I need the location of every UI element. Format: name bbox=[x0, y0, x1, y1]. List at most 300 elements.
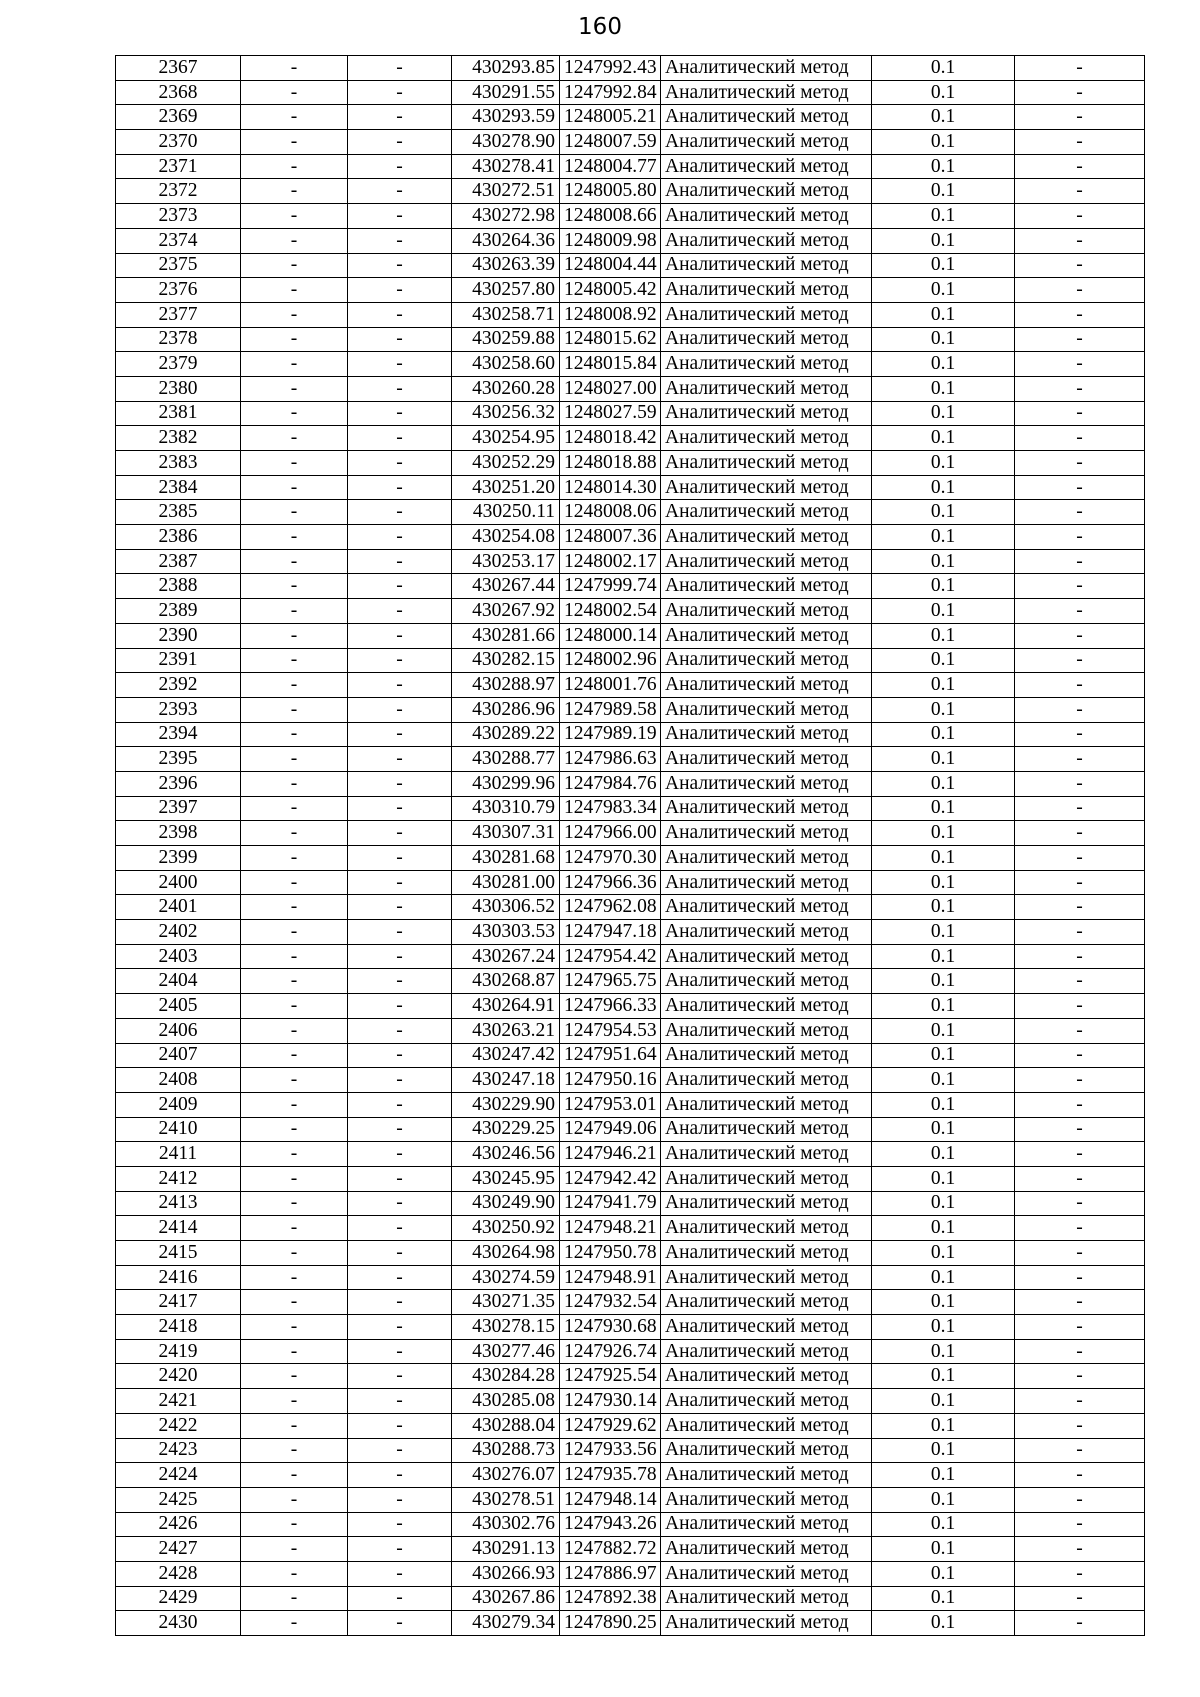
empty-cell-c: - bbox=[1015, 846, 1145, 871]
empty-cell-b: - bbox=[348, 599, 452, 624]
empty-cell-c: - bbox=[1015, 253, 1145, 278]
empty-cell-b: - bbox=[348, 401, 452, 426]
point-number-cell: 2403 bbox=[116, 944, 241, 969]
point-number-cell: 2407 bbox=[116, 1043, 241, 1068]
y-coordinate-cell: 1248008.66 bbox=[560, 204, 661, 229]
empty-cell-a: - bbox=[241, 1166, 348, 1191]
empty-cell-a: - bbox=[241, 697, 348, 722]
accuracy-cell: 0.1 bbox=[872, 1117, 1015, 1142]
empty-cell-a: - bbox=[241, 944, 348, 969]
empty-cell-a: - bbox=[241, 130, 348, 155]
x-coordinate-cell: 430284.28 bbox=[452, 1364, 560, 1389]
y-coordinate-cell: 1247930.14 bbox=[560, 1389, 661, 1414]
x-coordinate-cell: 430259.88 bbox=[452, 327, 560, 352]
point-number-cell: 2375 bbox=[116, 253, 241, 278]
point-number-cell: 2415 bbox=[116, 1241, 241, 1266]
empty-cell-a: - bbox=[241, 500, 348, 525]
empty-cell-b: - bbox=[348, 1018, 452, 1043]
point-number-cell: 2387 bbox=[116, 549, 241, 574]
table-row bbox=[116, 228, 1145, 253]
accuracy-cell: 0.1 bbox=[872, 648, 1015, 673]
x-coordinate-cell: 430281.66 bbox=[452, 623, 560, 648]
accuracy-cell: 0.1 bbox=[872, 1241, 1015, 1266]
x-coordinate-cell: 430282.15 bbox=[452, 648, 560, 673]
method-cell: Аналитический метод bbox=[661, 1018, 872, 1043]
accuracy-cell: 0.1 bbox=[872, 302, 1015, 327]
accuracy-cell: 0.1 bbox=[872, 154, 1015, 179]
empty-cell-a: - bbox=[241, 1611, 348, 1636]
x-coordinate-cell: 430254.95 bbox=[452, 426, 560, 451]
x-coordinate-cell: 430291.13 bbox=[452, 1537, 560, 1562]
y-coordinate-cell: 1248002.17 bbox=[560, 549, 661, 574]
empty-cell-c: - bbox=[1015, 105, 1145, 130]
x-coordinate-cell: 430263.21 bbox=[452, 1018, 560, 1043]
empty-cell-b: - bbox=[348, 228, 452, 253]
table-row bbox=[116, 1191, 1145, 1216]
accuracy-cell: 0.1 bbox=[872, 1586, 1015, 1611]
point-number-cell: 2386 bbox=[116, 525, 241, 550]
x-coordinate-cell: 430250.11 bbox=[452, 500, 560, 525]
y-coordinate-cell: 1248005.80 bbox=[560, 179, 661, 204]
accuracy-cell: 0.1 bbox=[872, 475, 1015, 500]
empty-cell-c: - bbox=[1015, 1487, 1145, 1512]
empty-cell-b: - bbox=[348, 1068, 452, 1093]
point-number-cell: 2408 bbox=[116, 1068, 241, 1093]
accuracy-cell: 0.1 bbox=[872, 994, 1015, 1019]
accuracy-cell: 0.1 bbox=[872, 870, 1015, 895]
table-row bbox=[116, 1487, 1145, 1512]
empty-cell-b: - bbox=[348, 574, 452, 599]
method-cell: Аналитический метод bbox=[661, 1117, 872, 1142]
empty-cell-a: - bbox=[241, 1389, 348, 1414]
method-cell: Аналитический метод bbox=[661, 1438, 872, 1463]
empty-cell-c: - bbox=[1015, 500, 1145, 525]
empty-cell-c: - bbox=[1015, 895, 1145, 920]
point-number-cell: 2370 bbox=[116, 130, 241, 155]
table-row bbox=[116, 1018, 1145, 1043]
empty-cell-c: - bbox=[1015, 1364, 1145, 1389]
x-coordinate-cell: 430229.25 bbox=[452, 1117, 560, 1142]
x-coordinate-cell: 430278.41 bbox=[452, 154, 560, 179]
point-number-cell: 2377 bbox=[116, 302, 241, 327]
empty-cell-c: - bbox=[1015, 1389, 1145, 1414]
empty-cell-c: - bbox=[1015, 56, 1145, 81]
table-row bbox=[116, 1315, 1145, 1340]
table-row bbox=[116, 154, 1145, 179]
point-number-cell: 2419 bbox=[116, 1339, 241, 1364]
table-row bbox=[116, 500, 1145, 525]
method-cell: Аналитический метод bbox=[661, 278, 872, 303]
empty-cell-c: - bbox=[1015, 1463, 1145, 1488]
empty-cell-b: - bbox=[348, 1092, 452, 1117]
point-number-cell: 2414 bbox=[116, 1216, 241, 1241]
empty-cell-a: - bbox=[241, 1117, 348, 1142]
table-row bbox=[116, 821, 1145, 846]
empty-cell-b: - bbox=[348, 352, 452, 377]
empty-cell-c: - bbox=[1015, 451, 1145, 476]
empty-cell-c: - bbox=[1015, 327, 1145, 352]
y-coordinate-cell: 1247966.00 bbox=[560, 821, 661, 846]
x-coordinate-cell: 430249.90 bbox=[452, 1191, 560, 1216]
x-coordinate-cell: 430288.73 bbox=[452, 1438, 560, 1463]
empty-cell-c: - bbox=[1015, 204, 1145, 229]
point-number-cell: 2378 bbox=[116, 327, 241, 352]
x-coordinate-cell: 430303.53 bbox=[452, 920, 560, 945]
y-coordinate-cell: 1247890.25 bbox=[560, 1611, 661, 1636]
method-cell: Аналитический метод bbox=[661, 1191, 872, 1216]
point-number-cell: 2406 bbox=[116, 1018, 241, 1043]
x-coordinate-cell: 430257.80 bbox=[452, 278, 560, 303]
empty-cell-b: - bbox=[348, 278, 452, 303]
point-number-cell: 2402 bbox=[116, 920, 241, 945]
empty-cell-c: - bbox=[1015, 821, 1145, 846]
empty-cell-a: - bbox=[241, 747, 348, 772]
empty-cell-c: - bbox=[1015, 648, 1145, 673]
empty-cell-b: - bbox=[348, 179, 452, 204]
x-coordinate-cell: 430272.51 bbox=[452, 179, 560, 204]
table-row bbox=[116, 1265, 1145, 1290]
page-number: 160 bbox=[578, 14, 622, 40]
x-coordinate-cell: 430264.98 bbox=[452, 1241, 560, 1266]
empty-cell-a: - bbox=[241, 451, 348, 476]
accuracy-cell: 0.1 bbox=[872, 278, 1015, 303]
method-cell: Аналитический метод bbox=[661, 1092, 872, 1117]
point-number-cell: 2416 bbox=[116, 1265, 241, 1290]
table-row bbox=[116, 475, 1145, 500]
empty-cell-c: - bbox=[1015, 278, 1145, 303]
empty-cell-b: - bbox=[348, 771, 452, 796]
empty-cell-c: - bbox=[1015, 549, 1145, 574]
point-number-cell: 2390 bbox=[116, 623, 241, 648]
empty-cell-c: - bbox=[1015, 80, 1145, 105]
method-cell: Аналитический метод bbox=[661, 204, 872, 229]
table-row bbox=[116, 525, 1145, 550]
y-coordinate-cell: 1247930.68 bbox=[560, 1315, 661, 1340]
y-coordinate-cell: 1248009.98 bbox=[560, 228, 661, 253]
empty-cell-a: - bbox=[241, 1043, 348, 1068]
accuracy-cell: 0.1 bbox=[872, 500, 1015, 525]
point-number-cell: 2427 bbox=[116, 1537, 241, 1562]
point-number-cell: 2393 bbox=[116, 697, 241, 722]
point-number-cell: 2425 bbox=[116, 1487, 241, 1512]
method-cell: Аналитический метод bbox=[661, 747, 872, 772]
method-cell: Аналитический метод bbox=[661, 846, 872, 871]
table-row bbox=[116, 451, 1145, 476]
method-cell: Аналитический метод bbox=[661, 1561, 872, 1586]
empty-cell-c: - bbox=[1015, 1043, 1145, 1068]
method-cell: Аналитический метод bbox=[661, 1315, 872, 1340]
method-cell: Аналитический метод bbox=[661, 574, 872, 599]
empty-cell-b: - bbox=[348, 747, 452, 772]
empty-cell-b: - bbox=[348, 105, 452, 130]
x-coordinate-cell: 430267.24 bbox=[452, 944, 560, 969]
table-row bbox=[116, 376, 1145, 401]
point-number-cell: 2373 bbox=[116, 204, 241, 229]
accuracy-cell: 0.1 bbox=[872, 1512, 1015, 1537]
method-cell: Аналитический метод bbox=[661, 451, 872, 476]
method-cell: Аналитический метод bbox=[661, 1512, 872, 1537]
y-coordinate-cell: 1248002.96 bbox=[560, 648, 661, 673]
empty-cell-b: - bbox=[348, 525, 452, 550]
y-coordinate-cell: 1248004.44 bbox=[560, 253, 661, 278]
empty-cell-a: - bbox=[241, 80, 348, 105]
empty-cell-a: - bbox=[241, 302, 348, 327]
empty-cell-a: - bbox=[241, 525, 348, 550]
y-coordinate-cell: 1248014.30 bbox=[560, 475, 661, 500]
accuracy-cell: 0.1 bbox=[872, 1290, 1015, 1315]
point-number-cell: 2411 bbox=[116, 1142, 241, 1167]
x-coordinate-cell: 430247.42 bbox=[452, 1043, 560, 1068]
method-cell: Аналитический метод bbox=[661, 969, 872, 994]
empty-cell-c: - bbox=[1015, 969, 1145, 994]
empty-cell-b: - bbox=[348, 697, 452, 722]
point-number-cell: 2421 bbox=[116, 1389, 241, 1414]
empty-cell-a: - bbox=[241, 1241, 348, 1266]
x-coordinate-cell: 430272.98 bbox=[452, 204, 560, 229]
method-cell: Аналитический метод bbox=[661, 1068, 872, 1093]
empty-cell-c: - bbox=[1015, 722, 1145, 747]
table-row bbox=[116, 771, 1145, 796]
empty-cell-c: - bbox=[1015, 697, 1145, 722]
point-number-cell: 2381 bbox=[116, 401, 241, 426]
point-number-cell: 2429 bbox=[116, 1586, 241, 1611]
empty-cell-b: - bbox=[348, 154, 452, 179]
table-row bbox=[116, 673, 1145, 698]
empty-cell-c: - bbox=[1015, 130, 1145, 155]
y-coordinate-cell: 1247953.01 bbox=[560, 1092, 661, 1117]
accuracy-cell: 0.1 bbox=[872, 1166, 1015, 1191]
point-number-cell: 2380 bbox=[116, 376, 241, 401]
method-cell: Аналитический метод bbox=[661, 376, 872, 401]
empty-cell-c: - bbox=[1015, 1512, 1145, 1537]
table-row bbox=[116, 1216, 1145, 1241]
empty-cell-c: - bbox=[1015, 1265, 1145, 1290]
empty-cell-a: - bbox=[241, 920, 348, 945]
empty-cell-a: - bbox=[241, 648, 348, 673]
accuracy-cell: 0.1 bbox=[872, 1537, 1015, 1562]
table-row bbox=[116, 426, 1145, 451]
x-coordinate-cell: 430288.97 bbox=[452, 673, 560, 698]
point-number-cell: 2396 bbox=[116, 771, 241, 796]
y-coordinate-cell: 1248015.62 bbox=[560, 327, 661, 352]
accuracy-cell: 0.1 bbox=[872, 697, 1015, 722]
x-coordinate-cell: 430267.86 bbox=[452, 1586, 560, 1611]
y-coordinate-cell: 1247941.79 bbox=[560, 1191, 661, 1216]
empty-cell-b: - bbox=[348, 475, 452, 500]
empty-cell-c: - bbox=[1015, 796, 1145, 821]
table-row bbox=[116, 1339, 1145, 1364]
empty-cell-b: - bbox=[348, 500, 452, 525]
empty-cell-c: - bbox=[1015, 228, 1145, 253]
x-coordinate-cell: 430285.08 bbox=[452, 1389, 560, 1414]
table-row bbox=[116, 1364, 1145, 1389]
empty-cell-b: - bbox=[348, 1117, 452, 1142]
empty-cell-c: - bbox=[1015, 1117, 1145, 1142]
method-cell: Аналитический метод bbox=[661, 895, 872, 920]
point-number-cell: 2394 bbox=[116, 722, 241, 747]
x-coordinate-cell: 430229.90 bbox=[452, 1092, 560, 1117]
table-row bbox=[116, 1438, 1145, 1463]
empty-cell-b: - bbox=[348, 969, 452, 994]
accuracy-cell: 0.1 bbox=[872, 1315, 1015, 1340]
table-row bbox=[116, 1537, 1145, 1562]
empty-cell-b: - bbox=[348, 1586, 452, 1611]
accuracy-cell: 0.1 bbox=[872, 1068, 1015, 1093]
empty-cell-c: - bbox=[1015, 525, 1145, 550]
y-coordinate-cell: 1247886.97 bbox=[560, 1561, 661, 1586]
empty-cell-b: - bbox=[348, 1216, 452, 1241]
empty-cell-c: - bbox=[1015, 1018, 1145, 1043]
method-cell: Аналитический метод bbox=[661, 253, 872, 278]
method-cell: Аналитический метод bbox=[661, 1265, 872, 1290]
empty-cell-a: - bbox=[241, 1537, 348, 1562]
empty-cell-c: - bbox=[1015, 426, 1145, 451]
accuracy-cell: 0.1 bbox=[872, 352, 1015, 377]
empty-cell-c: - bbox=[1015, 154, 1145, 179]
point-number-cell: 2413 bbox=[116, 1191, 241, 1216]
empty-cell-a: - bbox=[241, 870, 348, 895]
empty-cell-b: - bbox=[348, 1241, 452, 1266]
empty-cell-a: - bbox=[241, 401, 348, 426]
empty-cell-b: - bbox=[348, 796, 452, 821]
accuracy-cell: 0.1 bbox=[872, 327, 1015, 352]
x-coordinate-cell: 430267.92 bbox=[452, 599, 560, 624]
table-row bbox=[116, 895, 1145, 920]
empty-cell-a: - bbox=[241, 1339, 348, 1364]
empty-cell-b: - bbox=[348, 1364, 452, 1389]
table-row bbox=[116, 278, 1145, 303]
table-row bbox=[116, 1389, 1145, 1414]
method-cell: Аналитический метод bbox=[661, 771, 872, 796]
empty-cell-b: - bbox=[348, 1043, 452, 1068]
method-cell: Аналитический метод bbox=[661, 352, 872, 377]
y-coordinate-cell: 1247965.75 bbox=[560, 969, 661, 994]
table-row bbox=[116, 1586, 1145, 1611]
empty-cell-c: - bbox=[1015, 1413, 1145, 1438]
x-coordinate-cell: 430302.76 bbox=[452, 1512, 560, 1537]
empty-cell-c: - bbox=[1015, 1586, 1145, 1611]
x-coordinate-cell: 430258.71 bbox=[452, 302, 560, 327]
coordinates-table bbox=[115, 55, 1145, 1636]
y-coordinate-cell: 1248027.00 bbox=[560, 376, 661, 401]
accuracy-cell: 0.1 bbox=[872, 895, 1015, 920]
empty-cell-a: - bbox=[241, 327, 348, 352]
y-coordinate-cell: 1247948.21 bbox=[560, 1216, 661, 1241]
empty-cell-a: - bbox=[241, 376, 348, 401]
accuracy-cell: 0.1 bbox=[872, 1487, 1015, 1512]
empty-cell-c: - bbox=[1015, 1438, 1145, 1463]
empty-cell-c: - bbox=[1015, 771, 1145, 796]
accuracy-cell: 0.1 bbox=[872, 1043, 1015, 1068]
table-body bbox=[116, 56, 1145, 1636]
empty-cell-b: - bbox=[348, 722, 452, 747]
method-cell: Аналитический метод bbox=[661, 1290, 872, 1315]
empty-cell-b: - bbox=[348, 204, 452, 229]
empty-cell-b: - bbox=[348, 846, 452, 871]
x-coordinate-cell: 430281.00 bbox=[452, 870, 560, 895]
accuracy-cell: 0.1 bbox=[872, 1265, 1015, 1290]
empty-cell-a: - bbox=[241, 846, 348, 871]
accuracy-cell: 0.1 bbox=[872, 179, 1015, 204]
x-coordinate-cell: 430253.17 bbox=[452, 549, 560, 574]
empty-cell-a: - bbox=[241, 253, 348, 278]
empty-cell-a: - bbox=[241, 475, 348, 500]
x-coordinate-cell: 430307.31 bbox=[452, 821, 560, 846]
empty-cell-b: - bbox=[348, 549, 452, 574]
x-coordinate-cell: 430274.59 bbox=[452, 1265, 560, 1290]
table-row bbox=[116, 327, 1145, 352]
empty-cell-b: - bbox=[348, 895, 452, 920]
accuracy-cell: 0.1 bbox=[872, 1142, 1015, 1167]
accuracy-cell: 0.1 bbox=[872, 1561, 1015, 1586]
accuracy-cell: 0.1 bbox=[872, 549, 1015, 574]
y-coordinate-cell: 1247947.18 bbox=[560, 920, 661, 945]
empty-cell-b: - bbox=[348, 648, 452, 673]
empty-cell-b: - bbox=[348, 80, 452, 105]
accuracy-cell: 0.1 bbox=[872, 130, 1015, 155]
table-row bbox=[116, 1413, 1145, 1438]
y-coordinate-cell: 1248005.42 bbox=[560, 278, 661, 303]
table-row bbox=[116, 179, 1145, 204]
empty-cell-b: - bbox=[348, 1389, 452, 1414]
y-coordinate-cell: 1247933.56 bbox=[560, 1438, 661, 1463]
method-cell: Аналитический метод bbox=[661, 228, 872, 253]
method-cell: Аналитический метод bbox=[661, 105, 872, 130]
accuracy-cell: 0.1 bbox=[872, 673, 1015, 698]
method-cell: Аналитический метод bbox=[661, 1241, 872, 1266]
empty-cell-a: - bbox=[241, 821, 348, 846]
empty-cell-a: - bbox=[241, 994, 348, 1019]
accuracy-cell: 0.1 bbox=[872, 228, 1015, 253]
empty-cell-a: - bbox=[241, 228, 348, 253]
empty-cell-b: - bbox=[348, 821, 452, 846]
y-coordinate-cell: 1248002.54 bbox=[560, 599, 661, 624]
method-cell: Аналитический метод bbox=[661, 401, 872, 426]
accuracy-cell: 0.1 bbox=[872, 1389, 1015, 1414]
y-coordinate-cell: 1247950.78 bbox=[560, 1241, 661, 1266]
x-coordinate-cell: 430250.92 bbox=[452, 1216, 560, 1241]
accuracy-cell: 0.1 bbox=[872, 525, 1015, 550]
method-cell: Аналитический метод bbox=[661, 302, 872, 327]
empty-cell-a: - bbox=[241, 1018, 348, 1043]
empty-cell-c: - bbox=[1015, 475, 1145, 500]
empty-cell-c: - bbox=[1015, 179, 1145, 204]
table-row bbox=[116, 846, 1145, 871]
y-coordinate-cell: 1247954.42 bbox=[560, 944, 661, 969]
empty-cell-a: - bbox=[241, 1413, 348, 1438]
empty-cell-c: - bbox=[1015, 1315, 1145, 1340]
point-number-cell: 2388 bbox=[116, 574, 241, 599]
y-coordinate-cell: 1247925.54 bbox=[560, 1364, 661, 1389]
table-row bbox=[116, 969, 1145, 994]
accuracy-cell: 0.1 bbox=[872, 1463, 1015, 1488]
accuracy-cell: 0.1 bbox=[872, 1339, 1015, 1364]
table-row bbox=[116, 253, 1145, 278]
x-coordinate-cell: 430293.85 bbox=[452, 56, 560, 81]
empty-cell-c: - bbox=[1015, 673, 1145, 698]
empty-cell-a: - bbox=[241, 204, 348, 229]
empty-cell-c: - bbox=[1015, 376, 1145, 401]
accuracy-cell: 0.1 bbox=[872, 1413, 1015, 1438]
accuracy-cell: 0.1 bbox=[872, 1611, 1015, 1636]
point-number-cell: 2420 bbox=[116, 1364, 241, 1389]
empty-cell-b: - bbox=[348, 994, 452, 1019]
empty-cell-b: - bbox=[348, 1339, 452, 1364]
x-coordinate-cell: 430256.32 bbox=[452, 401, 560, 426]
y-coordinate-cell: 1247950.16 bbox=[560, 1068, 661, 1093]
point-number-cell: 2428 bbox=[116, 1561, 241, 1586]
empty-cell-b: - bbox=[348, 426, 452, 451]
